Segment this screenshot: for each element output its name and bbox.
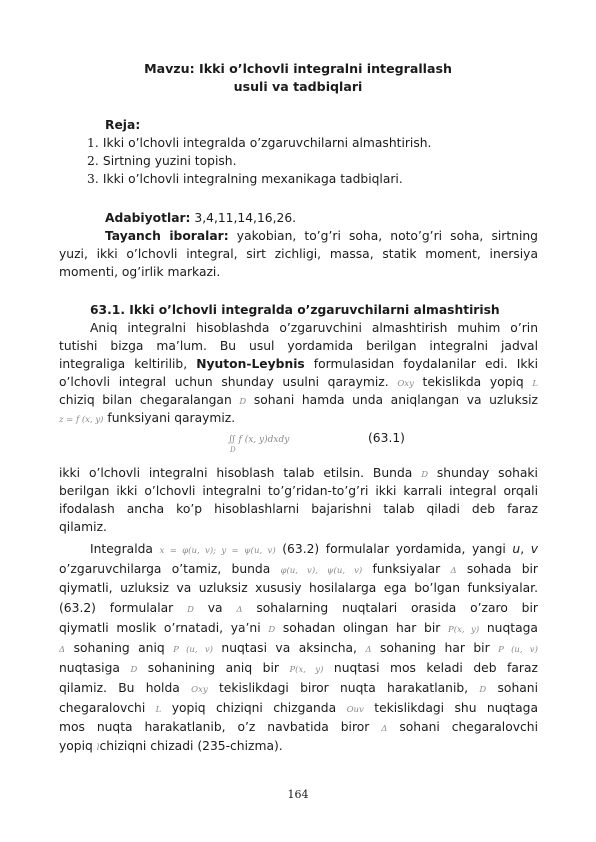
text-run: o’zgaruvchilarga o’tamiz, bunda	[59, 562, 271, 576]
text-run: Integralda	[90, 542, 153, 556]
text-run: nuqtasi va aksincha,	[221, 641, 357, 655]
math-Delta: Δ	[450, 566, 457, 576]
text-run: ,	[520, 542, 531, 556]
text-run: sohani hamda unda aniqlangan va uzluksiz	[253, 393, 538, 407]
paragraph-3-line-10	[59, 719, 538, 738]
paragraph-1-line-1: Aniq integralni hisoblashda o’zgaruvchini almashtirish muhim o’rin	[90, 321, 538, 335]
formula-63-1	[228, 430, 428, 449]
text-run: qilamiz. Bu holda	[59, 681, 180, 695]
section-heading: 63.1. Ikki o’lchovli integralda o’zgaruvchilarni almashtirish	[90, 303, 500, 317]
text-run: chegaralovchi	[59, 701, 146, 715]
text-run: (63.2) formulalar	[59, 601, 174, 615]
text-run: chiziqni chizadi (235-chizma).	[99, 739, 283, 753]
plan-item-number: 2.	[87, 154, 99, 168]
math-function-z: z = f (x, y)	[59, 415, 104, 425]
page-title-line-2: usuli va tadbiqlari	[233, 79, 363, 94]
keywords-text: yakobian, to’g’ri soha, noto’g’ri soha, sirtning	[228, 229, 538, 243]
paragraph-2-line-2: berilgan ikki o’lchovli integralni to’g’ridan-to’g’ri ikki karrali integral orqali	[59, 484, 538, 498]
math-D: D	[268, 625, 276, 635]
text-run: ikki o’lchovli integralni hisoblash talab etilsin. Bunda	[59, 466, 413, 480]
math-D: D	[239, 397, 247, 407]
paragraph-3-line-4	[59, 600, 538, 619]
paragraph-1-line-4	[59, 374, 538, 393]
references-label: Adabiyotlar:	[105, 211, 191, 225]
paragraph-2-line-1	[59, 465, 538, 484]
paragraph-3-line-7	[59, 660, 538, 679]
math-phi-psi: φ(u, v), ψ(u, v)	[280, 566, 363, 576]
paragraph-3-line-5	[59, 620, 538, 639]
math-oxy: Oxy	[397, 379, 414, 389]
paragraph-2-line-3: ifodalash ancha ko’p hisoblashlarni bajarishni talab qiladi deb faraz	[59, 502, 538, 516]
paragraph-3-line-6	[59, 640, 538, 659]
formula-number: (63.1)	[368, 431, 405, 445]
text-run: sohaning aniq	[73, 641, 165, 655]
page-number: 164	[287, 788, 309, 801]
variable-v: v	[530, 542, 538, 556]
text-run: tekislikdagi biror nuqta harakatlanib,	[218, 681, 469, 695]
math-ouv: Ouv	[346, 705, 364, 715]
math-L: L	[155, 705, 162, 715]
paragraph-3-line-3: qiymatli, uzluksiz va uzluksiz xususiy hosilalarga ega bo’lgan funksiyalar.	[59, 581, 538, 595]
plan-heading: Reja:	[105, 118, 141, 132]
plan-item-text: Ikki o’lchovli integralning mexanikaga tadbiqlari.	[102, 172, 403, 186]
text-run: yopiq chiziqni chizganda	[171, 701, 337, 715]
plan-item-3	[87, 171, 566, 188]
references-value: 3,4,11,14,16,26.	[190, 211, 297, 225]
math-P-uv: P (u, v)	[173, 645, 213, 655]
newton-leibniz-term: Nyuton-Leybnis	[196, 357, 305, 371]
references-line	[105, 210, 538, 227]
variable-u: u	[512, 542, 521, 556]
text-run: formulasidan foydalanilar edi. Ikki	[304, 357, 538, 371]
math-Delta: Δ	[59, 645, 66, 655]
text-run: yopiq	[59, 739, 93, 753]
math-D: D	[130, 665, 138, 675]
paragraph-3-line-2	[59, 561, 538, 580]
text-run: shunday sohaki	[436, 466, 538, 480]
text-run: (63.2) formulalar yordamida, yangi	[275, 542, 513, 556]
text-run: sohani chegaralovchi	[399, 720, 538, 734]
text-run: sohada bir	[466, 562, 538, 576]
text-run: tekislikda yopiq	[422, 375, 524, 389]
paragraph-1-line-6	[59, 410, 538, 429]
text-run: sohani	[497, 681, 538, 695]
math-Delta: Δ	[381, 724, 388, 734]
math-P-xy: P(x, y)	[289, 665, 324, 675]
page-title-line-1: Mavzu: Ikki o’lchovli integralni integrallash	[144, 61, 452, 76]
paragraph-2-line-4: qilamiz.	[59, 520, 107, 534]
math-l: l	[96, 743, 100, 753]
math-Delta: Δ	[236, 605, 243, 615]
text-run: chiziq bilan chegaralangan	[59, 393, 232, 407]
text-run: sohalarning nuqtalari orasida o’zaro bir	[256, 601, 538, 615]
text-run: integraliga keltirilib,	[59, 357, 197, 371]
text-run: o’lchovli integral uchun shunday usulni qaraymiz.	[59, 375, 389, 389]
text-run: nuqtasiga	[59, 661, 120, 675]
math-P-uv: P (u, v)	[498, 645, 538, 655]
text-run: nuqtasi mos keladi deb faraz	[333, 661, 538, 675]
text-run: nuqtaga	[486, 621, 538, 635]
math-D: D	[187, 605, 194, 615]
keywords-line-1	[105, 228, 538, 245]
paragraph-3-line-1	[90, 541, 538, 560]
integral-region-subscript: D	[230, 446, 236, 454]
math-P-xy: P(x, y)	[448, 625, 480, 635]
math-Delta: Δ	[365, 645, 372, 655]
plan-item-text: Sirtning yuzini topish.	[102, 154, 237, 168]
paragraph-1-line-3	[59, 356, 538, 373]
paragraph-3-line-9	[59, 700, 538, 719]
text-run: funksiyalar	[372, 562, 441, 576]
math-oxy: Oxy	[191, 685, 208, 695]
plan-item-text: Ikki o’lchovli integralda o’zgaruvchilarni almashtirish.	[102, 136, 432, 150]
keywords-line-2: yuzi, ikki o’lchovli integral, sirt zichligi, massa, statik moment, inersiya	[59, 247, 538, 261]
text-run: qiymatli moslik o’rnatadi, ya’ni	[59, 621, 261, 635]
text-run: sohaning har bir	[380, 641, 490, 655]
text-run: mos nuqta harakatlanib, o’z navbatida biror	[59, 720, 370, 734]
plan-item-2	[87, 153, 566, 170]
paragraph-1-line-2: tutishi bizga ma’lum. Bu usul yordamida berilgan integralni jadval	[59, 339, 538, 353]
substitution-formula: x = φ(u, v); y = ψ(u, v)	[159, 546, 276, 556]
text-run: tekislikdagi shu nuqtaga	[374, 701, 538, 715]
plan-item-number: 3.	[87, 172, 99, 186]
paragraph-3-line-8	[59, 680, 538, 699]
double-integral-expression: ∬ f (x, y)dxdy	[228, 435, 290, 445]
text-run: va	[207, 601, 223, 615]
text-run: funksiyani qaraymiz.	[107, 411, 236, 425]
keywords-line-3: momenti, og’irlik markazi.	[59, 265, 221, 279]
text-run: sohadan olingan har bir	[282, 621, 441, 635]
paragraph-3-line-11	[59, 738, 538, 757]
paragraph-1-line-5	[59, 392, 538, 411]
plan-item-1	[87, 135, 566, 152]
keywords-label: Tayanch iboralar:	[105, 229, 229, 243]
math-D: D	[479, 685, 487, 695]
plan-item-number: 1.	[87, 136, 99, 150]
text-run: sohanining aniq bir	[147, 661, 279, 675]
math-D: D	[421, 470, 429, 480]
math-L: L	[532, 379, 538, 389]
